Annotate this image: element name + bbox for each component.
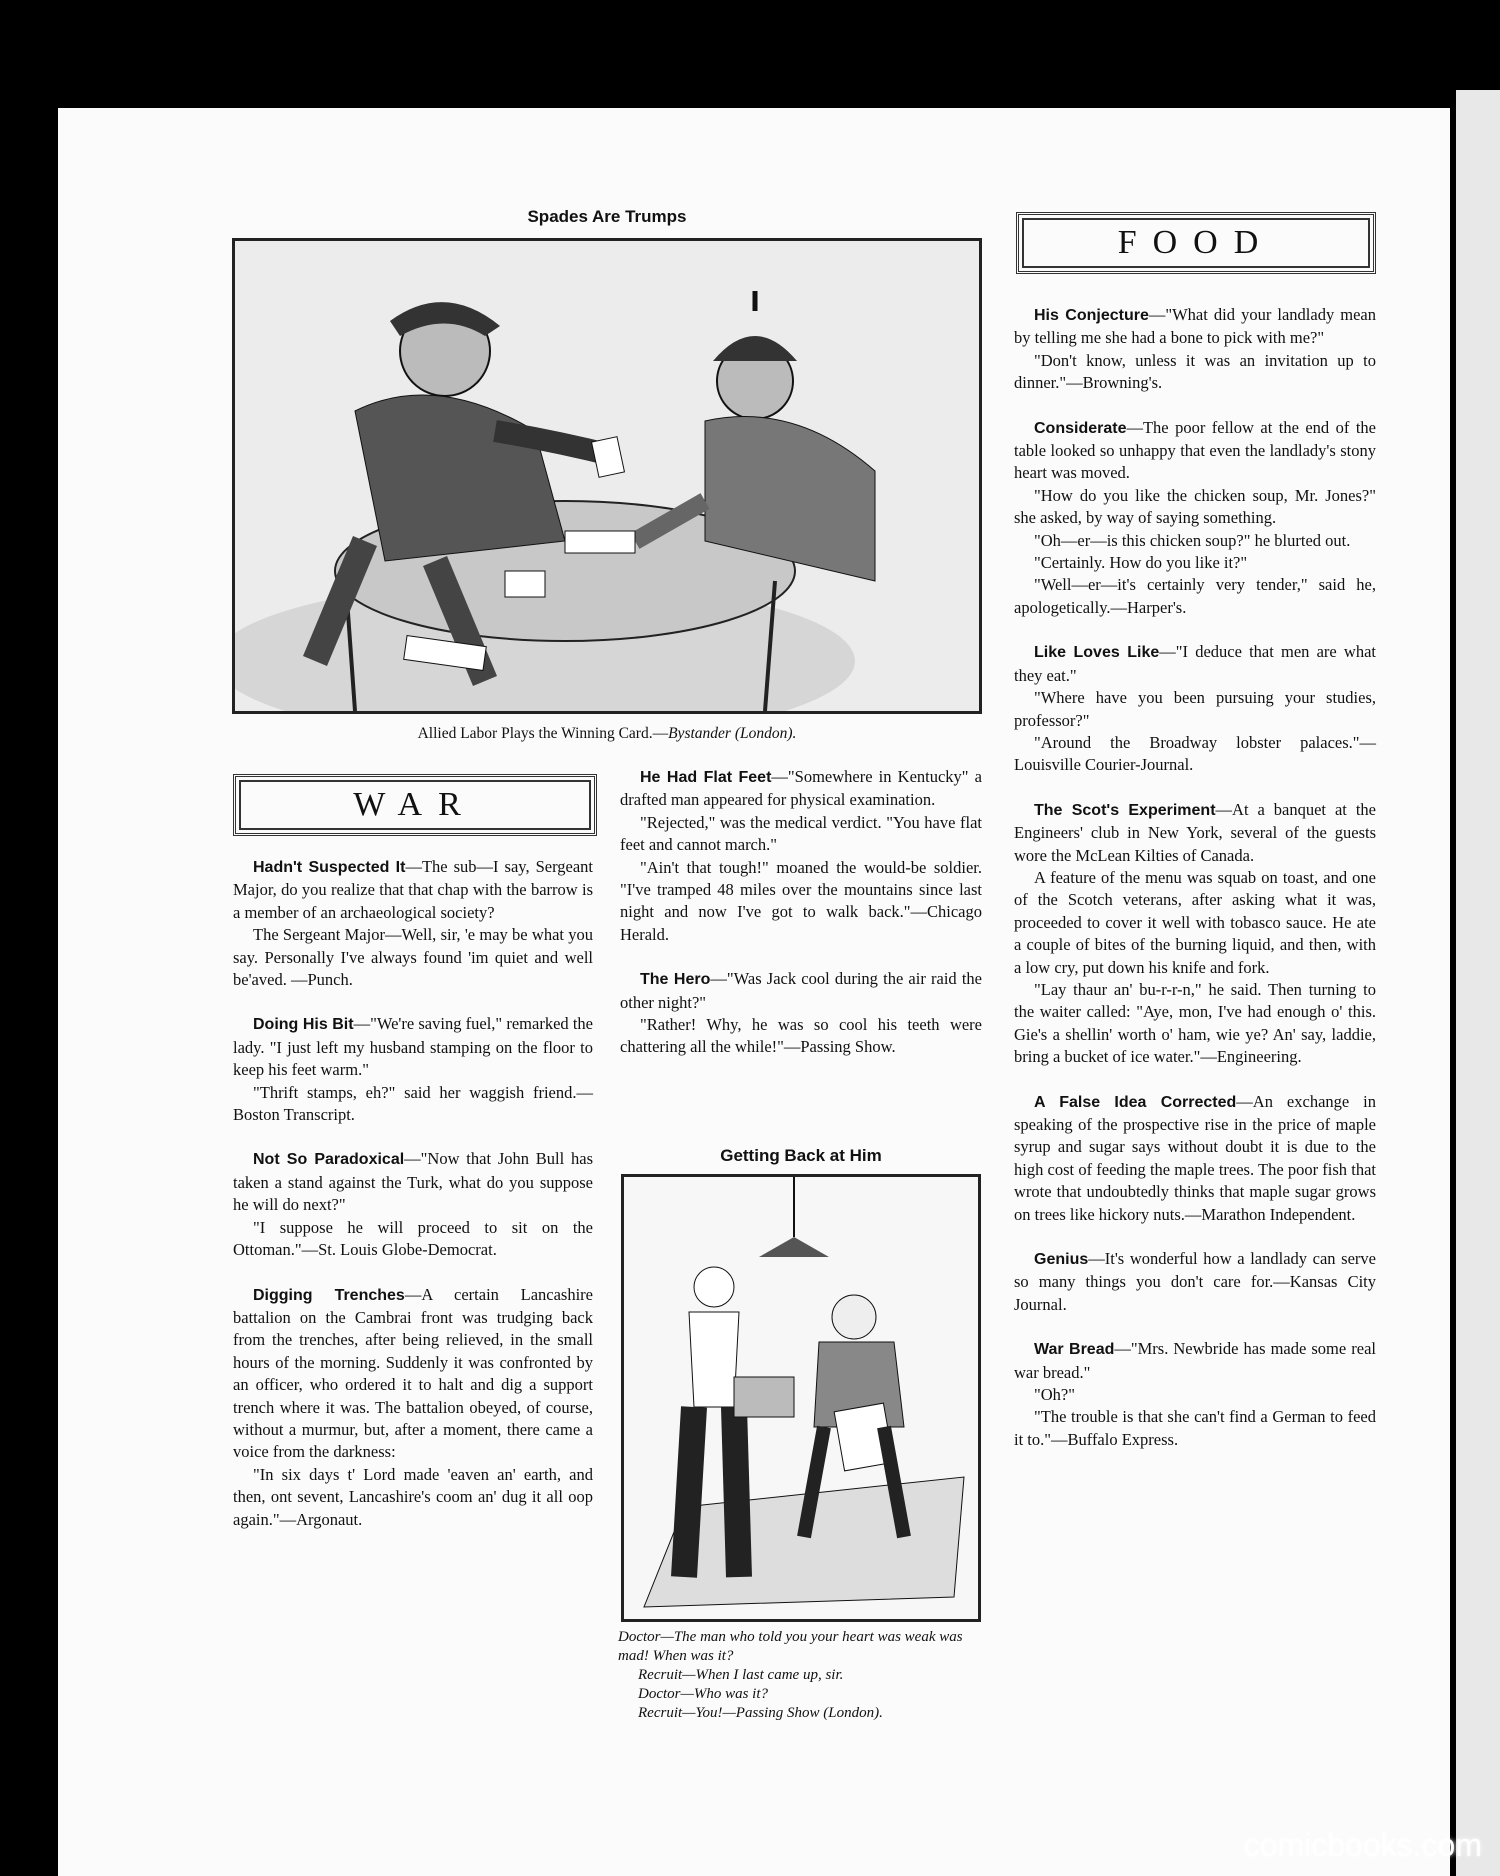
next-page-edge bbox=[1452, 90, 1500, 1876]
joke-heading: Genius bbox=[1034, 1251, 1089, 1269]
joke-text: —"We're saving fuel," remarked the lady. "I just left my husband stamping on the floor to keep his feet warm." bbox=[233, 1014, 593, 1080]
joke-heading: Considerate bbox=[1034, 419, 1127, 437]
joke-text: "Certainly. How do you like it?" bbox=[1034, 553, 1248, 573]
caption-line: Doctor—Who was it? bbox=[638, 1686, 769, 1702]
joke-text: —The poor fellow at the end of the table looked so unhappy that even the landlady's stony heart was moved. bbox=[1014, 417, 1376, 483]
section-heading-food: FOOD bbox=[1016, 212, 1376, 274]
joke-text: "Around the Broadway lobster palaces."—Louisville Courier-Journal. bbox=[1014, 732, 1376, 775]
joke-paragraph bbox=[1014, 799, 1376, 867]
joke-paragraph bbox=[1014, 552, 1376, 574]
joke-paragraph bbox=[620, 766, 982, 812]
joke-paragraph bbox=[1014, 1338, 1376, 1384]
joke-paragraph bbox=[1014, 867, 1376, 979]
joke-paragraph bbox=[233, 1464, 593, 1531]
joke-text: —The sub—I say, Sergeant Major, do you realize that that chap with the barrow is a member of an archaeological society? bbox=[233, 857, 594, 922]
joke-paragraph bbox=[233, 1013, 593, 1081]
joke-paragraph bbox=[1014, 530, 1376, 552]
joke-paragraph bbox=[1014, 687, 1376, 732]
joke-heading: Hadn't Suspected It bbox=[253, 859, 406, 876]
cartoon2-caption bbox=[618, 1628, 982, 1723]
joke-heading: Digging Trenches bbox=[253, 1286, 405, 1304]
cartoon-illustration-doctor bbox=[621, 1174, 981, 1622]
joke-heading: Like Loves Like bbox=[1034, 644, 1160, 662]
joke-paragraph bbox=[1014, 304, 1376, 350]
joke-heading: The Hero bbox=[640, 971, 711, 989]
caption-source: Bystander (London). bbox=[668, 725, 797, 742]
joke-paragraph bbox=[233, 1217, 593, 1262]
middle-column bbox=[620, 766, 982, 1059]
joke-text: —An exchange in speaking of the prospective rise in the price of maple syrup and sugar says without doubt it is due to the high cost of feeding the maple trees. The poor fish that wrote that undoubtedly thinks that maple sugar grows on trees like hickory nuts.—Marathon Independent. bbox=[1014, 1091, 1376, 1224]
joke-paragraph bbox=[1014, 485, 1376, 530]
joke-heading: He Had Flat Feet bbox=[640, 769, 772, 786]
joke-paragraph bbox=[1014, 417, 1376, 485]
joke-heading: His Conjecture bbox=[1034, 307, 1149, 324]
joke-paragraph bbox=[233, 1082, 593, 1127]
joke-text: "Rather! Why, he was so cool his teeth were chattering all the while!"—Passing Show. bbox=[620, 1015, 982, 1057]
caption-line: Recruit—When I last came up, sir. bbox=[638, 1667, 844, 1683]
joke-text: —It's wonderful how a landlady can serve so many things you don't care for.—Kansas City Journal. bbox=[1014, 1249, 1376, 1314]
joke-text: "How do you like the chicken soup, Mr. Jones?" she asked, by way of saying something. bbox=[1014, 485, 1376, 528]
joke-heading: The Scot's Experiment bbox=[1034, 801, 1216, 819]
joke-paragraph bbox=[1014, 350, 1376, 395]
section-heading-war: WAR bbox=[233, 774, 597, 836]
joke-text: A feature of the menu was squab on toast, and one of the Scotch veterans, after asking what it was, proceeded to cover it well with tobasco sauce. He ate a couple of bites of the burning liquid, and then, with a low cry, put down his knife and fork. bbox=[1014, 867, 1376, 977]
joke-heading: Doing His Bit bbox=[253, 1016, 354, 1034]
cartoon2-title: Getting Back at Him bbox=[720, 1146, 882, 1165]
joke-text: —A certain Lancashire battalion on the Cambrai front was trudging back from the trenches, after being relieved, in the small hours of the morning. Suddenly it was confronted by an officer, who ordered it to halt and dig a support trench where it was. The battalion obeyed, of course, without a murmur, but, after a moment, there came a voice from the darkness: bbox=[233, 1284, 593, 1462]
joke-text: "In six days t' Lord made 'eaven an' earth, and then, ont sevent, Lancashire's coom an' dug it all oop again."—Argonaut. bbox=[233, 1464, 593, 1529]
joke-paragraph bbox=[1014, 1091, 1376, 1226]
joke-text: "I suppose he will proceed to sit on the Ottoman."—St. Louis Globe-Democrat. bbox=[233, 1217, 593, 1260]
joke-paragraph bbox=[1014, 732, 1376, 777]
cartoon-caption bbox=[232, 724, 982, 743]
joke-paragraph bbox=[620, 1014, 982, 1059]
cartoon2-drawing bbox=[624, 1177, 978, 1619]
joke-paragraph bbox=[1014, 1384, 1376, 1406]
joke-text: "Don't know, unless it was an invitation up to dinner."—Browning's. bbox=[1014, 350, 1376, 393]
joke-text: "The trouble is that she can't find a German to feed it to."—Buffalo Express. bbox=[1014, 1407, 1376, 1449]
joke-paragraph bbox=[233, 1148, 593, 1216]
joke-paragraph bbox=[1014, 641, 1376, 687]
site-watermark: comicbooks.com bbox=[1243, 1827, 1482, 1863]
joke-text: —"What did your landlady mean by telling me she had a bone to pick with me?" bbox=[1014, 305, 1377, 348]
war-column bbox=[233, 856, 593, 1531]
caption-line: Doctor—The man who told you your heart was weak was mad! When was it? bbox=[618, 1629, 963, 1664]
joke-heading: A False Idea Corrected bbox=[1034, 1093, 1237, 1111]
joke-paragraph bbox=[233, 1284, 593, 1464]
joke-paragraph bbox=[620, 812, 982, 857]
joke-text: —At a banquet at the Engineers' club in New York, several of the guests wore the McLean Kilties of Canada. bbox=[1014, 799, 1376, 865]
joke-text: "Oh?" bbox=[1034, 1385, 1075, 1405]
cartoon-title: Spades Are Trumps bbox=[527, 207, 687, 226]
joke-paragraph bbox=[1014, 574, 1376, 619]
joke-text: The Sergeant Major—Well, sir, 'e may be what you say. Personally I've always found 'im quiet and well be'aved. —Punch. bbox=[233, 925, 593, 990]
joke-text: "Thrift stamps, eh?" said her waggish friend.—Boston Transcript. bbox=[233, 1082, 593, 1125]
food-column bbox=[1014, 304, 1376, 1451]
caption-text: Allied Labor Plays the Winning Card.— bbox=[417, 725, 669, 742]
joke-text: —"Was Jack cool during the air raid the other night?" bbox=[620, 969, 982, 1012]
cartoon-illustration-spades bbox=[232, 238, 982, 714]
joke-paragraph bbox=[1014, 1406, 1376, 1451]
joke-text: —"Mrs. Newbride has made some real war bread." bbox=[1014, 1339, 1376, 1382]
joke-heading: War Bread bbox=[1034, 1341, 1115, 1359]
joke-text: "Well—er—it's certainly very tender," said he, apologetically.—Harper's. bbox=[1014, 575, 1376, 617]
joke-text: "Ain't that tough!" moaned the would-be soldier. "I've tramped 48 miles over the mountains since last night and now I've got to walk back."—Chicago Herald. bbox=[620, 857, 982, 944]
joke-paragraph bbox=[233, 856, 593, 924]
joke-text: "Where have you been pursuing your studies, professor?" bbox=[1014, 688, 1376, 730]
joke-text: —"I deduce that men are what they eat." bbox=[1014, 642, 1376, 685]
joke-text: —"Somewhere in Kentucky" a drafted man appeared for physical examination. bbox=[620, 767, 982, 810]
joke-heading: Not So Paradoxical bbox=[253, 1151, 405, 1169]
joke-paragraph bbox=[233, 924, 593, 991]
joke-text: "Lay thaur an' bu-r-r-n," he said. Then turning to the waiter called: "Aye, mon, I've had enough o' this. Gie's a shellin' worth o' ham, wie ye? An' say, laddie, bring a bucket of ice water."—Engineering. bbox=[1014, 979, 1376, 1067]
joke-paragraph bbox=[620, 857, 982, 947]
cartoon-drawing bbox=[235, 241, 979, 711]
joke-paragraph bbox=[1014, 979, 1376, 1069]
joke-text: —"Now that John Bull has taken a stand against the Turk, what do you suppose he will do next?" bbox=[233, 1149, 593, 1215]
joke-paragraph bbox=[620, 968, 982, 1014]
joke-text: "Oh—er—is this chicken soup?" he blurted out. bbox=[1034, 530, 1351, 550]
caption-line: Recruit—You!—Passing Show (London). bbox=[638, 1705, 883, 1721]
joke-paragraph bbox=[1014, 1248, 1376, 1316]
joke-text: "Rejected," was the medical verdict. "You have flat feet and cannot march." bbox=[620, 812, 982, 855]
